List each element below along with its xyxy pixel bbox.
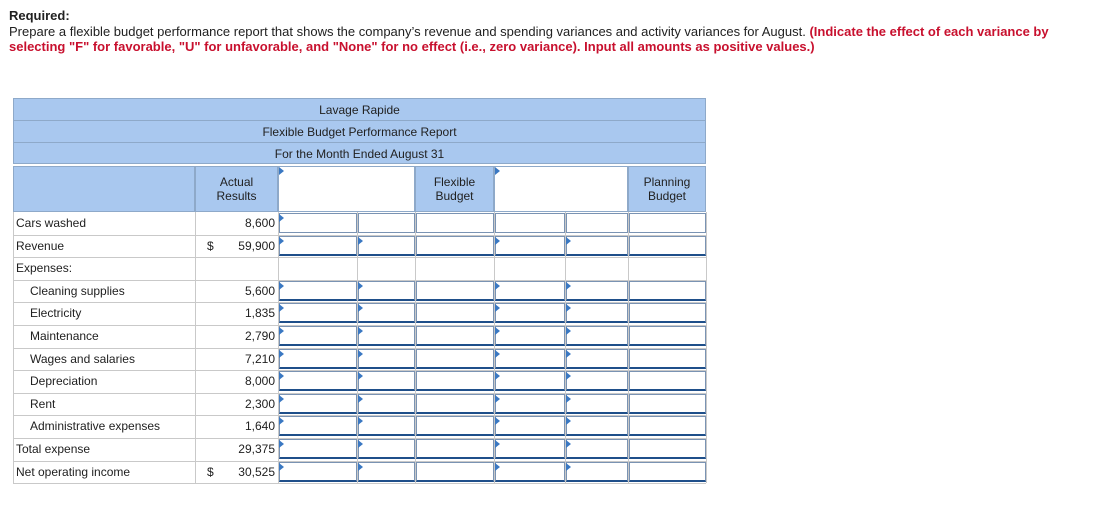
dropdown-arrow-icon — [358, 237, 363, 245]
dropdown-arrow-icon — [495, 395, 500, 403]
dropdown-arrow-icon — [358, 440, 363, 448]
input-cell[interactable] — [416, 394, 494, 414]
dropdown-arrow-icon — [279, 463, 284, 471]
dropdown-arrow-icon — [279, 372, 284, 380]
input-cell[interactable] — [629, 349, 706, 369]
input-cell[interactable] — [629, 213, 706, 233]
dropdown-arrow-icon — [566, 417, 571, 425]
actual-amount: 8,000 — [244, 374, 275, 389]
dropdown-arrow-icon — [279, 282, 284, 290]
input-cell[interactable] — [416, 416, 494, 436]
input-cell[interactable] — [279, 213, 357, 233]
input-cell[interactable] — [279, 439, 357, 459]
row-label: Cars washed — [16, 216, 87, 230]
dropdown-arrow-icon — [566, 304, 571, 312]
dropdown-arrow-icon — [566, 282, 571, 290]
actual-amount: 5,600 — [244, 283, 275, 298]
input-cell[interactable] — [358, 394, 415, 414]
actual-amount: 8,600 — [244, 216, 275, 230]
actual-amount: 7,210 — [244, 351, 275, 366]
dropdown-arrow-icon — [566, 440, 571, 448]
column-divider — [706, 212, 707, 483]
input-cell[interactable] — [495, 303, 565, 323]
row-divider — [13, 257, 706, 258]
dropdown-arrow-icon — [358, 304, 363, 312]
dropdown-arrow-icon — [566, 395, 571, 403]
input-cell[interactable] — [495, 394, 565, 414]
actual-amount: 29,375 — [238, 442, 275, 456]
dropdown-arrow-icon — [495, 440, 500, 448]
input-cell[interactable] — [629, 416, 706, 436]
input-cell[interactable] — [495, 213, 565, 233]
input-cell[interactable] — [416, 349, 494, 369]
row-label: Administrative expenses — [30, 419, 161, 434]
input-cell[interactable] — [279, 394, 357, 414]
planning-budget-header: Planning Budget — [628, 166, 706, 212]
row-label: Cleaning supplies — [30, 283, 125, 298]
input-cell[interactable] — [358, 371, 415, 391]
input-cell[interactable] — [566, 281, 628, 301]
input-cell[interactable] — [279, 349, 357, 369]
dropdown-arrow-icon — [495, 327, 500, 335]
input-cell[interactable] — [358, 213, 415, 233]
input-cell[interactable] — [629, 303, 706, 323]
actual-amount: 1,640 — [244, 419, 275, 434]
input-cell[interactable] — [566, 349, 628, 369]
row-label: Expenses: — [16, 261, 73, 276]
input-cell[interactable] — [358, 416, 415, 436]
input-cell[interactable] — [495, 439, 565, 459]
dropdown-arrow-icon — [495, 304, 500, 312]
dropdown-arrow-icon — [358, 282, 363, 290]
row-label: Total expense — [16, 442, 91, 456]
input-cell[interactable] — [358, 326, 415, 346]
input-cell[interactable] — [495, 371, 565, 391]
row-divider — [13, 483, 706, 484]
input-cell[interactable] — [416, 462, 494, 482]
row-label: Depreciation — [30, 374, 98, 389]
dropdown-arrow-icon — [566, 463, 571, 471]
actual-amount: 2,300 — [244, 396, 275, 411]
row-label: Rent — [30, 396, 56, 411]
report-period: For the Month Ended August 31 — [13, 142, 706, 164]
input-cell[interactable] — [495, 416, 565, 436]
label-column-header — [13, 166, 195, 212]
column-header-input-1[interactable] — [278, 166, 415, 212]
dropdown-arrow-icon — [358, 350, 363, 358]
input-cell[interactable] — [629, 394, 706, 414]
input-cell[interactable] — [416, 236, 494, 256]
input-cell[interactable] — [358, 462, 415, 482]
input-cell[interactable] — [495, 281, 565, 301]
report-header — [13, 98, 706, 164]
dropdown-arrow-icon — [358, 372, 363, 380]
input-cell[interactable] — [416, 281, 494, 301]
row-label: Revenue — [16, 238, 65, 253]
input-cell[interactable] — [629, 439, 706, 459]
input-cell[interactable] — [566, 462, 628, 482]
dropdown-arrow-icon — [279, 167, 284, 175]
dropdown-arrow-icon — [279, 440, 284, 448]
actual-results-header: Actual Results — [195, 166, 278, 212]
row-label: Maintenance — [30, 329, 99, 343]
instructions-text: Prepare a flexible budget performance report that shows the company’s revenue and spending variances and activity variances for August. — [9, 23, 806, 39]
input-cell[interactable] — [279, 416, 357, 436]
instructions — [9, 8, 1089, 55]
dropdown-arrow-icon — [566, 350, 571, 358]
input-cell[interactable] — [279, 303, 357, 323]
input-cell[interactable] — [495, 326, 565, 346]
dropdown-arrow-icon — [279, 304, 284, 312]
input-cell[interactable] — [495, 236, 565, 256]
dropdown-arrow-icon — [358, 463, 363, 471]
input-cell[interactable] — [358, 281, 415, 301]
dropdown-arrow-icon — [495, 167, 500, 175]
flexible-budget-header: Flexible Budget — [415, 166, 494, 212]
input-cell[interactable] — [566, 371, 628, 391]
input-cell[interactable] — [495, 349, 565, 369]
dropdown-arrow-icon — [358, 395, 363, 403]
input-cell[interactable] — [566, 394, 628, 414]
input-cell[interactable] — [629, 462, 706, 482]
dropdown-arrow-icon — [566, 372, 571, 380]
input-cell[interactable] — [629, 326, 706, 346]
actual-amount: 1,835 — [244, 306, 275, 321]
input-cell[interactable] — [279, 462, 357, 482]
actual-amount: 2,790 — [244, 329, 275, 343]
dropdown-arrow-icon — [495, 463, 500, 471]
dropdown-arrow-icon — [495, 417, 500, 425]
input-cell[interactable] — [358, 439, 415, 459]
dropdown-arrow-icon — [566, 237, 571, 245]
input-cell[interactable] — [279, 326, 357, 346]
input-cell[interactable] — [629, 371, 706, 391]
input-cell[interactable] — [566, 326, 628, 346]
input-cell[interactable] — [495, 462, 565, 482]
actual-amount: 30,525 — [238, 464, 275, 479]
dropdown-arrow-icon — [279, 417, 284, 425]
column-header-input-2[interactable] — [494, 166, 628, 212]
dropdown-arrow-icon — [279, 395, 284, 403]
dropdown-arrow-icon — [495, 350, 500, 358]
dropdown-arrow-icon — [358, 327, 363, 335]
input-cell[interactable] — [629, 236, 706, 256]
input-cell[interactable] — [279, 281, 357, 301]
input-cell[interactable] — [566, 416, 628, 436]
row-label: Electricity — [30, 306, 82, 321]
input-cell[interactable] — [416, 439, 494, 459]
dropdown-arrow-icon — [566, 327, 571, 335]
dropdown-arrow-icon — [495, 237, 500, 245]
dollar-sign: $ — [207, 464, 214, 479]
dropdown-arrow-icon — [279, 350, 284, 358]
input-cell[interactable] — [566, 439, 628, 459]
input-cell[interactable] — [358, 303, 415, 323]
input-cell[interactable] — [279, 236, 357, 256]
report-title: Flexible Budget Performance Report — [13, 120, 706, 142]
company-name: Lavage Rapide — [13, 98, 706, 120]
dropdown-arrow-icon — [358, 417, 363, 425]
input-cell[interactable] — [416, 213, 494, 233]
dropdown-arrow-icon — [495, 282, 500, 290]
dropdown-arrow-icon — [279, 214, 284, 222]
input-cell[interactable] — [566, 303, 628, 323]
dropdown-arrow-icon — [495, 372, 500, 380]
input-cell[interactable] — [566, 213, 628, 233]
input-cell[interactable] — [358, 236, 415, 256]
input-cell[interactable] — [629, 281, 706, 301]
row-label: Wages and salaries — [30, 351, 135, 366]
dollar-sign: $ — [207, 238, 214, 253]
input-cell[interactable] — [279, 371, 357, 391]
input-cell[interactable] — [566, 236, 628, 256]
row-label: Net operating income — [16, 464, 131, 479]
dropdown-arrow-icon — [279, 327, 284, 335]
actual-amount: 59,900 — [238, 238, 275, 253]
input-cell[interactable] — [358, 349, 415, 369]
input-cell[interactable] — [416, 303, 494, 323]
required-label: Required: — [9, 8, 70, 23]
dropdown-arrow-icon — [279, 237, 284, 245]
instructions-emphasis: (Indicate the effect of each variance by selecting "F" for favorable, "U" for unfavorable, and "None" for no effect (i.e., zero variance). Input all amounts as positive values.) — [9, 23, 1049, 54]
input-cell[interactable] — [416, 371, 494, 391]
input-cell[interactable] — [416, 326, 494, 346]
